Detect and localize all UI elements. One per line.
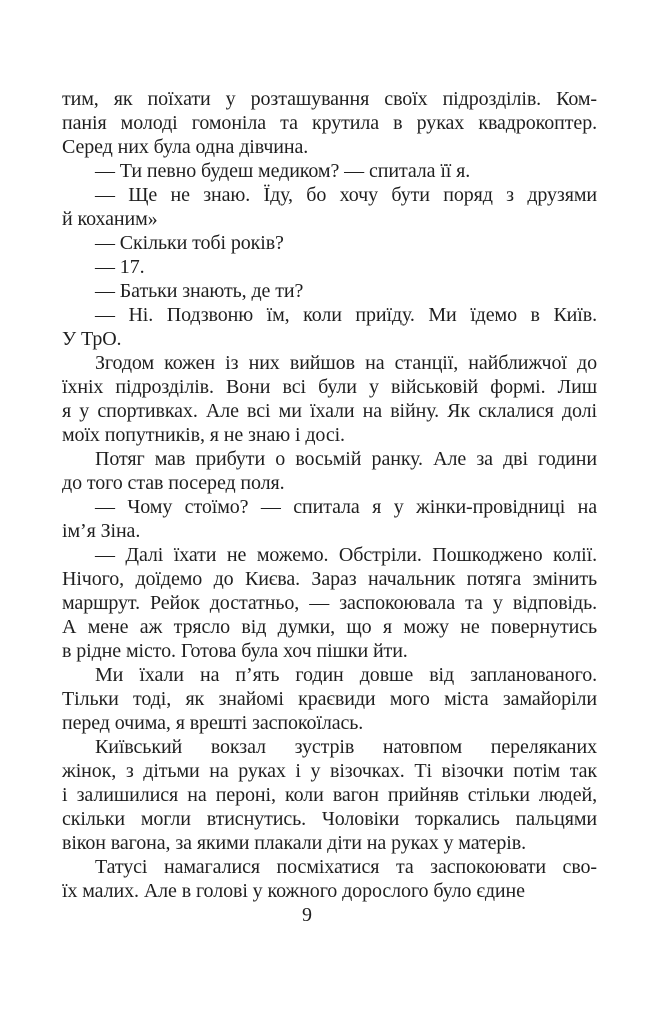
text-line: — Далі їхати не можемо. Обстріли. Пошкоджено колії. — [95, 544, 597, 566]
page-number: 9 — [302, 904, 312, 926]
text-line: й коханим» — [62, 208, 158, 230]
text-line: Згодом кожен із них вийшов на станції, найближчої до — [95, 352, 597, 374]
text-line: і залишилися на пероні, коли вагон прийняв стільки людей, — [62, 784, 597, 806]
paragraph — [62, 159, 597, 183]
paragraph — [62, 855, 597, 903]
text-line: скільки могли втиснутись. Чоловіки торкались пальцями — [62, 808, 597, 830]
text-line: — Ти певно будеш медиком? — спитала її я. — [95, 160, 471, 182]
text-line: У ТрО. — [62, 328, 122, 350]
text-block — [62, 87, 597, 903]
text-line: — Чому стоїмо? — спитала я у жінки-провідниці на — [95, 496, 597, 518]
text-line: тим, як поїхати у розташування своїх підрозділів. Ком- — [62, 88, 597, 110]
text-line: маршрут. Рейок достатньо, — заспокоювала та у відповідь. — [62, 592, 597, 614]
paragraph — [62, 663, 597, 735]
paragraph — [62, 735, 597, 855]
text-line: Татусі намагалися посміхатися та заспокоювати сво- — [95, 856, 597, 878]
text-line: Нічого, доїдемо до Києва. Зараз начальник потяга змінить — [62, 568, 597, 590]
text-line: А мене аж трясло від думки, що я можу не повернутись — [62, 616, 597, 638]
paragraph — [62, 543, 597, 663]
text-line: в рідне місто. Готова була хоч пішки йти. — [62, 640, 408, 662]
paragraph — [62, 447, 597, 495]
text-line: я у спортивках. Але всі ми їхали на війну. Як склалися долі — [62, 400, 597, 422]
text-line: перед очима, я врешті заспокоїлась. — [62, 712, 364, 734]
text-line: — Ще не знаю. Їду, бо хочу бути поряд з друзями — [95, 184, 597, 206]
text-line: — 17. — [95, 256, 145, 278]
text-line: Серед них була одна дівчина. — [62, 136, 309, 158]
text-line: — Батьки знають, де ти? — [95, 280, 304, 302]
paragraph — [62, 255, 597, 279]
text-line: їхніх підрозділів. Вони всі були у військовій формі. Лиш — [62, 376, 597, 398]
text-line: панія молоді гомоніла та крутила в руках квадрокоптер. — [62, 112, 597, 134]
text-line: їх малих. Але в голові у кожного дорослого було єдине — [62, 880, 525, 902]
text-line: моїх попутників, я не знаю і досі. — [62, 424, 345, 446]
paragraph — [62, 231, 597, 255]
text-line: Ми їхали на п’ять годин довше від запланованого. — [95, 664, 597, 686]
paragraph — [62, 303, 597, 351]
paragraph — [62, 279, 597, 303]
text-line: Потяг мав прибути о восьмій ранку. Але за дві години — [95, 448, 597, 470]
text-line: жінок, з дітьми на руках і у візочках. Ті візочки потім так — [62, 760, 597, 782]
text-line: Тільки тоді, як знайомі краєвиди мого міста замайоріли — [62, 688, 597, 710]
text-line: — Ні. Подзвоню їм, коли приїду. Ми їдемо в Київ. — [95, 304, 597, 326]
text-line: Київський вокзал зустрів натовпом переляканих — [95, 736, 597, 758]
text-line: до того став посеред поля. — [62, 472, 285, 494]
paragraph — [62, 495, 597, 543]
text-line: вікон вагона, за якими плакали діти на руках у матерів. — [62, 832, 526, 854]
text-line: — Скільки тобі років? — [95, 232, 284, 254]
paragraph — [62, 351, 597, 447]
text-line: ім’я Зіна. — [62, 520, 141, 542]
paragraph — [62, 87, 597, 159]
paragraph — [62, 183, 597, 231]
